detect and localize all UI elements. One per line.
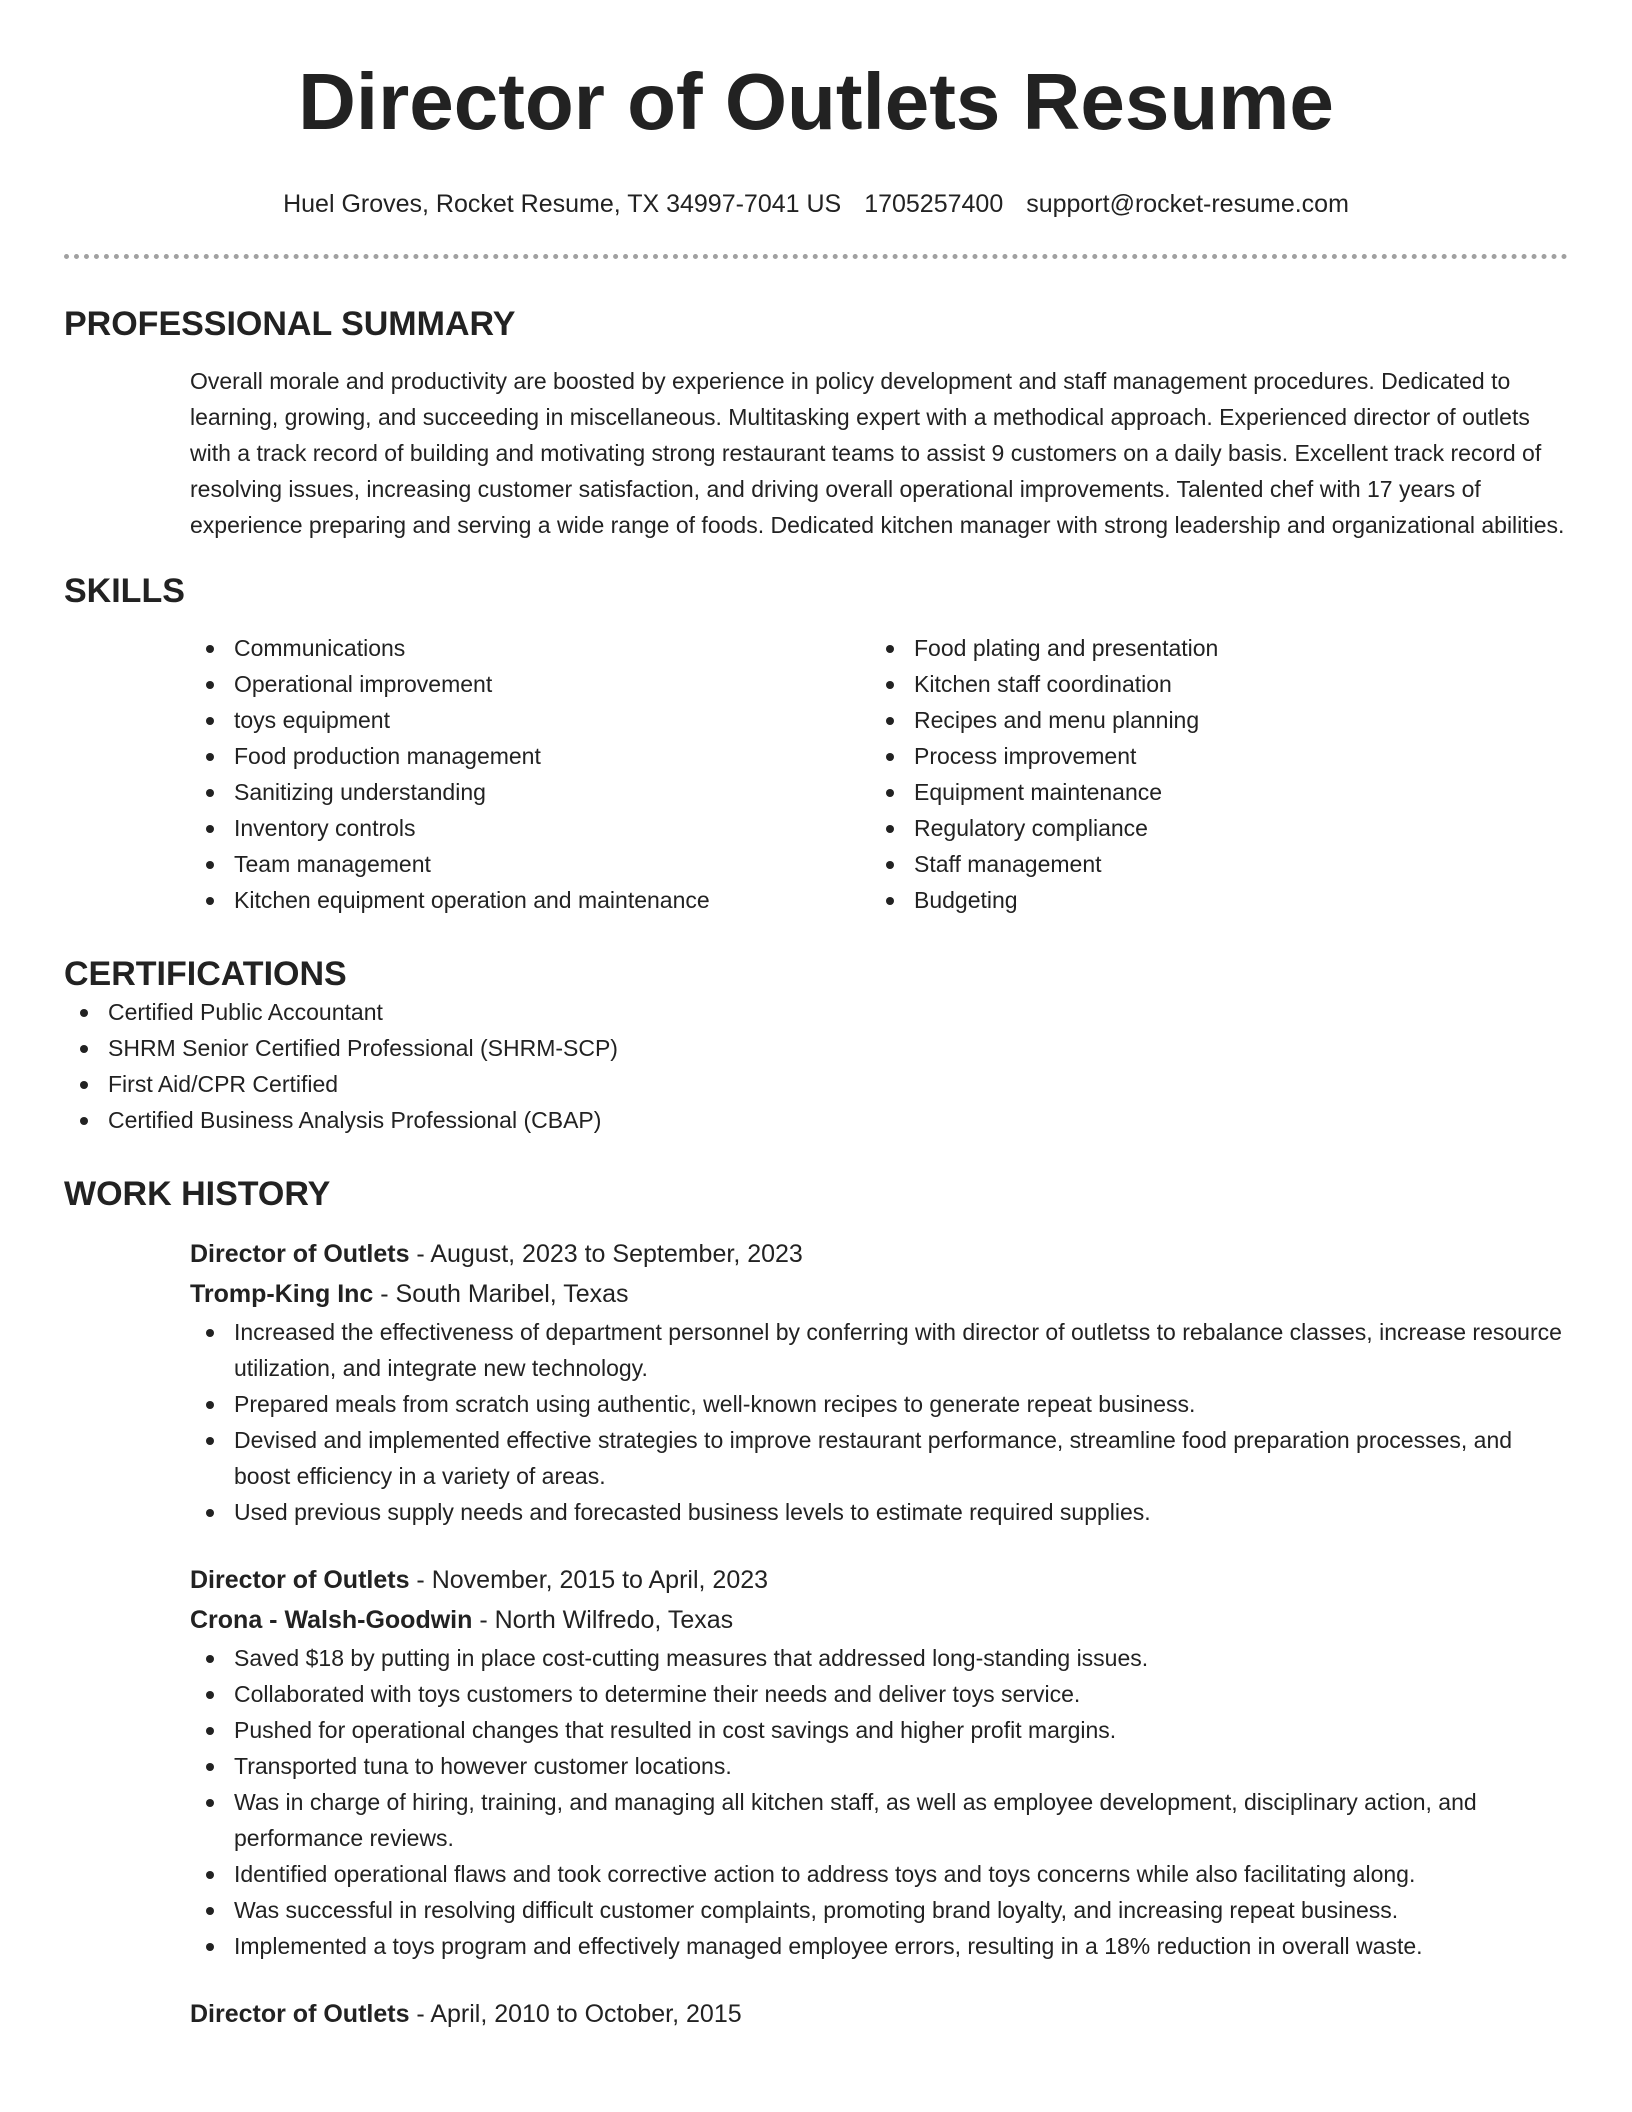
skill-item: Budgeting <box>870 882 1470 918</box>
skills-column-left <box>190 630 870 918</box>
skill-item: Inventory controls <box>190 810 870 846</box>
summary-heading: PROFESSIONAL SUMMARY <box>64 305 516 343</box>
job-company: Crona - Walsh-Goodwin <box>190 1606 473 1634</box>
job-bullet: Increased the effectiveness of department personnel by conferring with director of outletss to rebalance classes, increase resource utilization, and integrate new technology. <box>190 1314 1570 1386</box>
skills-column-right <box>870 630 1470 918</box>
skill-item: Food plating and presentation <box>870 630 1470 666</box>
job-dates: - August, 2023 to September, 2023 <box>409 1240 803 1268</box>
job-bullets <box>190 1640 1570 1964</box>
contact-phone: 1705257400 <box>864 190 1004 218</box>
job-bullet: Transported tuna to however customer locations. <box>190 1748 1570 1784</box>
job-entry <box>190 1234 1570 1530</box>
job-role: Director of Outlets <box>190 1240 410 1268</box>
job-bullet: Collaborated with toys customers to determine their needs and deliver toys service. <box>190 1676 1570 1712</box>
job-company-line <box>190 1274 1570 1314</box>
skill-item: Operational improvement <box>190 666 870 702</box>
job-location: - South Maribel, Texas <box>373 1280 629 1308</box>
job-bullet: Saved $18 by putting in place cost-cutting measures that addressed long-standing issues. <box>190 1640 1570 1676</box>
job-bullet: Used previous supply needs and forecasted business levels to estimate required supplies. <box>190 1494 1570 1530</box>
certification-item: Certified Business Analysis Professional (CBAP) <box>64 1102 1568 1138</box>
header-divider <box>64 254 1568 259</box>
certification-item: Certified Public Accountant <box>64 994 1568 1030</box>
certifications-heading: CERTIFICATIONS <box>64 955 347 993</box>
contact-address: Huel Groves, Rocket Resume, TX 34997-7041 US <box>283 190 842 218</box>
contact-line <box>64 188 1568 220</box>
job-role: Director of Outlets <box>190 2000 410 2028</box>
skill-item: Equipment maintenance <box>870 774 1470 810</box>
skill-item: Staff management <box>870 846 1470 882</box>
skill-item: toys equipment <box>190 702 870 738</box>
skills-list <box>64 630 1568 918</box>
job-role: Director of Outlets <box>190 1566 410 1594</box>
skill-item: Regulatory compliance <box>870 810 1470 846</box>
job-bullet: Was in charge of hiring, training, and managing all kitchen staff, as well as employee development, disciplinary action, and performance reviews. <box>190 1784 1570 1856</box>
certifications-list <box>64 994 1568 1138</box>
job-role-line <box>190 1994 1570 2034</box>
skill-item: Sanitizing understanding <box>190 774 870 810</box>
contact-email: support@rocket-resume.com <box>1026 190 1349 218</box>
job-company: Tromp-King Inc <box>190 1280 374 1308</box>
job-bullet: Was successful in resolving difficult customer complaints, promoting brand loyalty, and increasing repeat business. <box>190 1892 1570 1928</box>
job-location: - North Wilfredo, Texas <box>472 1606 734 1634</box>
skill-item: Food production management <box>190 738 870 774</box>
certification-item: SHRM Senior Certified Professional (SHRM-SCP) <box>64 1030 1568 1066</box>
skill-item: Kitchen equipment operation and maintenance <box>190 882 870 918</box>
job-bullet: Prepared meals from scratch using authentic, well-known recipes to generate repeat business. <box>190 1386 1570 1422</box>
job-entry <box>190 1994 1570 2034</box>
job-role-line <box>190 1560 1570 1600</box>
certification-item: First Aid/CPR Certified <box>64 1066 1568 1102</box>
job-company-line <box>190 1600 1570 1640</box>
job-role-line <box>190 1234 1570 1274</box>
job-entry <box>190 1560 1570 1964</box>
skills-heading: SKILLS <box>64 572 185 610</box>
skill-item: Recipes and menu planning <box>870 702 1470 738</box>
job-dates: - April, 2010 to October, 2015 <box>409 2000 742 2028</box>
skill-item: Team management <box>190 846 870 882</box>
skill-item: Communications <box>190 630 870 666</box>
job-dates: - November, 2015 to April, 2023 <box>409 1566 769 1594</box>
resume-page <box>64 0 1568 2112</box>
job-bullets <box>190 1314 1570 1530</box>
skill-item: Kitchen staff coordination <box>870 666 1470 702</box>
job-bullet: Devised and implemented effective strategies to improve restaurant performance, streamline food preparation processes, and boost efficiency in a variety of areas. <box>190 1422 1570 1494</box>
job-bullet: Pushed for operational changes that resulted in cost savings and higher profit margins. <box>190 1712 1570 1748</box>
resume-title: Director of Outlets Resume <box>298 57 1334 146</box>
work-history-heading: WORK HISTORY <box>64 1175 331 1213</box>
skill-item: Process improvement <box>870 738 1470 774</box>
job-bullet: Identified operational flaws and took corrective action to address toys and toys concerns while also facilitating along. <box>190 1856 1570 1892</box>
job-bullet: Implemented a toys program and effectively managed employee errors, resulting in a 18% reduction in overall waste. <box>190 1928 1570 1964</box>
summary-text: Overall morale and productivity are boosted by experience in policy development and staff management procedures. Dedicated to learning, growing, and succeeding in miscellaneous. Multitasking expert with a methodical approach. Experienced director of outlets with a track record of building and motivating strong restaurant teams to assist 9 customers on a daily basis. Excellent track record of resolving issues, increasing customer satisfaction, and driving overall operational improvements. Talented chef with 17 years of experience preparing and serving a wide range of foods. Dedicated kitchen manager with strong leadership and organizational abilities. <box>190 368 1565 538</box>
